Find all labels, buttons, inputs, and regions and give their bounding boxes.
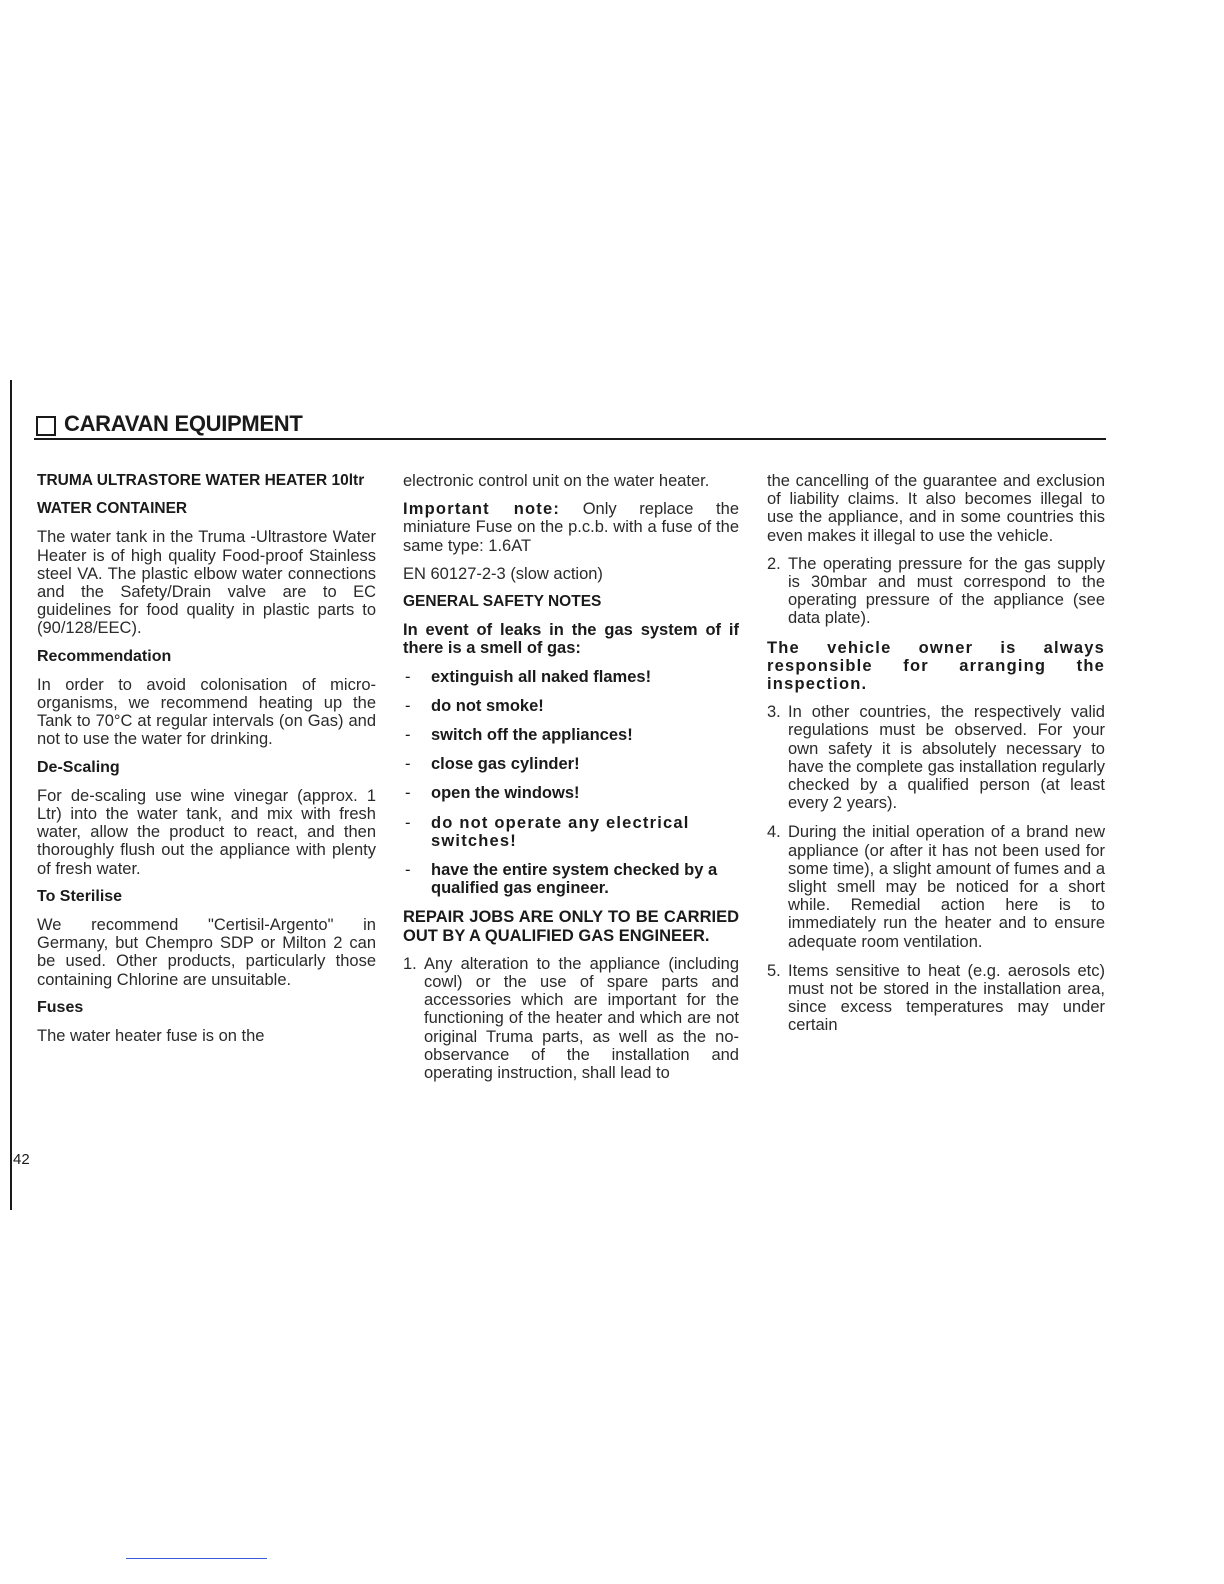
item-number: 2. [767,554,781,573]
heater-heading: TRUMA ULTRASTORE WATER HEATER 10ltr [37,472,365,489]
water-container-heading: WATER CONTAINER [37,500,188,518]
list-item: - close gas cylinder! [403,755,739,773]
footer-rule [126,1558,267,1559]
important-note-paragraph [403,500,739,555]
sterilise-heading: To Sterilise [37,887,123,905]
page-number: 42 [13,1151,30,1168]
safety-notes-heading: GENERAL SAFETY NOTES [403,593,602,611]
column-left [37,472,376,1055]
fuse-continued-paragraph: electronic control unit on the water heater. [403,472,710,490]
section-title: CARAVAN EQUIPMENT [64,411,303,436]
list-item: - do not smoke! [403,697,739,715]
section-header [34,410,1106,440]
list-item: - switch off the appliances! [403,726,739,744]
left-margin-rule [10,380,12,1210]
item-number: 4. [767,823,781,842]
numbered-item-4 [767,823,1105,950]
numbered-item-3 [767,703,1105,812]
important-note-label: Important note: [403,500,561,519]
item-number: 1. [403,954,417,973]
sterilise-paragraph: We recommend "Certisil-Argento" in Germany, but Chempro SDP or Milton 2 can be used. Other products, particularly those containing Chlorine are unsuitable. [37,916,376,989]
numbered-item-1 [403,955,739,1082]
item-text: Items sensitive to heat (e.g. aerosols etc) must not be stored in the installation area, since excess temperatures may under certain [788,961,1105,1035]
descaling-heading: De-Scaling [37,758,120,776]
column-middle [403,472,739,1093]
recommendation-paragraph: In order to avoid colonisation of micro-organisms, we recommend heating up the Tank to 70°C at regular intervals (on Gas) and not to use the water for drinking. [37,675,376,749]
list-item: - extinguish all naked flames! [403,668,739,686]
recommendation-heading: Recommendation [37,647,172,665]
item-text: During the initial operation of a brand new appliance (or after it has not been used for some time), a slight amount of fumes and a slight smell may be noticed for a short while. Remedial action here is to immediately run the heater and to ensure adequate room ventilation. [788,823,1105,951]
descaling-paragraph: For de-scaling use wine vinegar (approx. 1 Ltr) into the water tank, and mix with fresh water, allow the product to react, and then thoroughly flush out the appliance with plenty of fresh water. [37,786,376,878]
standard-paragraph: EN 60127-2-3 (slow action) [403,564,603,583]
fuses-paragraph: The water heater fuse is on the [37,1027,265,1046]
gas-leak-intro: In event of leaks in the gas system of if there is a smell of gas: [403,621,739,658]
item-text: Any alteration to the appliance (including cowl) or the use of spare parts and accessories which are important for the functioning of the heater and which are not original Truma parts, as well as the no-observance of the installation and operating instruction, shall lead to [424,954,739,1083]
list-item: - have the entire system checked by a qualified gas engineer. [403,861,739,897]
item-number: 3. [767,703,781,722]
numbered-item-2 [767,555,1105,628]
safety-bullet-list [403,668,739,898]
numbered-item-5 [767,962,1105,1035]
important-note-text: Only replace the miniature Fuse on the p.c.b. with a fuse of the same type: 1.6AT [403,500,739,555]
guarantee-paragraph: the cancelling of the guarantee and exclusion of liability claims. It also becomes illegal to use the appliance, and in some countries this even makes it illegal to use the vehicle. [767,472,1105,545]
water-container-paragraph: The water tank in the Truma -Ultrastore Water Heater is of high quality Food-proof Stainless steel VA. The plastic elbow water connections and the Safety/Drain valve are to EC guidelines for food quality in plastic parts to (90/128/EEC). [37,528,376,638]
item-text: The operating pressure for the gas supply is 30mbar and must correspond to the operating pressure of the appliance (see data plate). [788,554,1105,628]
checkbox-square-icon [36,416,56,436]
item-text: In other countries, the respectively valid regulations must be observed. For your own safety it is absolutely necessary to have the complete gas installation regularly checked by a qualified person (at least every 2 years). [788,703,1105,813]
item-number: 5. [767,961,781,980]
repair-jobs-notice: REPAIR JOBS ARE ONLY TO BE CARRIED OUT BY A QUALIFIED GAS ENGINEER. [403,908,739,945]
list-item: - open the windows! [403,784,739,802]
column-right [767,472,1105,1046]
owner-responsibility-notice: The vehicle owner is always responsible for arranging the inspection. [767,638,1105,694]
list-item: - do not operate any electrical switches! [403,814,739,850]
fuses-heading: Fuses [37,998,84,1016]
